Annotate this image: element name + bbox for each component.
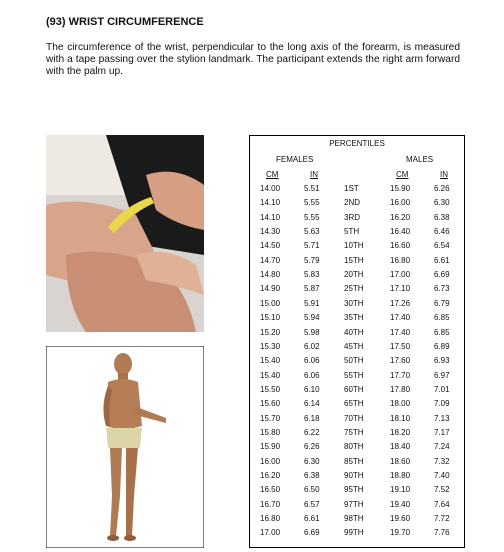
table-row xyxy=(250,241,464,255)
female-cm-cell: 14.00 xyxy=(260,184,281,193)
female-cm-cell: 15.00 xyxy=(260,298,281,308)
male-in-cell: 7.72 xyxy=(434,514,450,524)
male-in-cell: 6.30 xyxy=(434,198,450,208)
table-row xyxy=(250,270,464,284)
table-row xyxy=(250,227,464,241)
female-cm-cell: 14.80 xyxy=(260,270,281,280)
male-cm-cell: 17.70 xyxy=(390,370,411,380)
percentile-cell: 3RD xyxy=(344,212,361,222)
percentile-cell: 20TH xyxy=(344,270,364,280)
female-cm-cell: 17.00 xyxy=(260,528,281,538)
male-in-cell: 7.01 xyxy=(434,384,450,394)
female-cm-cell: 14.30 xyxy=(260,227,281,237)
female-cm-cell: 15.40 xyxy=(260,356,281,366)
female-cm-cell: 15.30 xyxy=(260,341,281,351)
female-cm-cell: 16.70 xyxy=(260,499,281,509)
male-cm-header: CM xyxy=(396,170,409,179)
female-in-cell: 6.69 xyxy=(304,528,320,538)
percentile-cell: 15TH xyxy=(344,255,364,265)
female-in-cell: 6.38 xyxy=(304,471,320,480)
female-in-cell: 5.79 xyxy=(304,255,320,265)
male-in-cell: 7.64 xyxy=(434,499,450,509)
table-row xyxy=(250,442,464,456)
male-in-cell: 7.76 xyxy=(434,528,450,538)
percentile-cell: 99TH xyxy=(344,528,364,538)
male-cm-cell: 19.10 xyxy=(390,485,411,495)
percentile-cell: 98TH xyxy=(344,514,364,524)
female-cm-cell: 15.20 xyxy=(260,327,281,337)
table-row xyxy=(250,213,464,227)
female-in-cell: 5.71 xyxy=(304,241,320,251)
female-in-cell: 5.63 xyxy=(304,227,320,237)
male-in-cell: 6.46 xyxy=(434,227,450,237)
female-cm-cell: 16.80 xyxy=(260,514,281,524)
male-cm-cell: 15.90 xyxy=(390,184,411,193)
wrist-measurement-photo xyxy=(46,135,204,332)
percentile-cell: 35TH xyxy=(344,313,364,323)
female-in-cell: 6.06 xyxy=(304,356,320,366)
female-in-cell: 6.30 xyxy=(304,456,320,466)
table-row xyxy=(250,256,464,270)
male-in-cell: 6.85 xyxy=(434,327,450,337)
percentile-cell: 5TH xyxy=(344,227,360,237)
table-row xyxy=(250,414,464,428)
table-row xyxy=(250,313,464,327)
male-in-cell: 6.89 xyxy=(434,341,450,351)
male-in-cell: 7.13 xyxy=(434,413,450,423)
percentile-cell: 40TH xyxy=(344,327,364,337)
percentile-cell: 80TH xyxy=(344,442,364,452)
male-cm-cell: 19.60 xyxy=(390,514,411,524)
female-cm-cell: 14.10 xyxy=(260,212,281,222)
table-row xyxy=(250,500,464,514)
table-row xyxy=(250,198,464,212)
female-cm-cell: 15.80 xyxy=(260,427,281,437)
measurement-description: The circumference of the wrist, perpendicular to the long axis of the forearm, is measured with a tape passing over the stylion landmark. The participant extends the right arm forward with the palm up. xyxy=(46,42,460,77)
female-in-cell: 5.98 xyxy=(304,327,320,337)
female-cm-cell: 14.90 xyxy=(260,284,281,294)
table-row xyxy=(250,356,464,370)
male-cm-cell: 17.26 xyxy=(390,298,411,308)
table-row xyxy=(250,385,464,399)
table-row xyxy=(250,328,464,342)
male-cm-cell: 16.60 xyxy=(390,241,411,251)
page-title: (93) WRIST CIRCUMFERENCE xyxy=(46,16,204,28)
percentile-cell: 97TH xyxy=(344,499,364,509)
female-in-cell: 5.94 xyxy=(304,313,320,323)
female-in-cell: 5.55 xyxy=(304,198,320,208)
percentile-cell: 90TH xyxy=(344,471,364,480)
female-in-cell: 6.22 xyxy=(304,427,320,437)
table-row xyxy=(250,184,464,198)
male-cm-cell: 17.80 xyxy=(390,384,411,394)
male-cm-cell: 16.00 xyxy=(390,198,411,208)
female-in-cell: 6.02 xyxy=(304,341,320,351)
table-row xyxy=(250,428,464,442)
female-cm-cell: 16.50 xyxy=(260,485,281,495)
percentile-cell: 85TH xyxy=(344,456,364,466)
table-row xyxy=(250,528,464,542)
body-posture-figure xyxy=(46,346,204,548)
male-in-cell: 7.32 xyxy=(434,456,450,466)
male-in-cell: 7.52 xyxy=(434,485,450,495)
percentile-cell: 1ST xyxy=(344,184,359,193)
female-in-cell: 6.61 xyxy=(304,514,320,524)
male-cm-cell: 17.40 xyxy=(390,327,411,337)
table-row xyxy=(250,284,464,298)
female-in-cell: 5.83 xyxy=(304,270,320,280)
male-cm-cell: 17.40 xyxy=(390,313,411,323)
male-in-cell: 6.73 xyxy=(434,284,450,294)
male-in-cell: 6.26 xyxy=(434,184,450,193)
percentile-cell: 10TH xyxy=(344,241,364,251)
table-row xyxy=(250,514,464,528)
male-cm-cell: 18.00 xyxy=(390,399,411,409)
female-cm-cell: 16.20 xyxy=(260,471,281,480)
male-in-cell: 6.79 xyxy=(434,298,450,308)
female-cm-header: CM xyxy=(266,170,279,179)
percentile-cell: 30TH xyxy=(344,298,364,308)
table-row xyxy=(250,342,464,356)
male-in-cell: 7.17 xyxy=(434,427,450,437)
males-header: MALES xyxy=(406,155,434,164)
female-cm-cell: 16.00 xyxy=(260,456,281,466)
percentile-cell: 2ND xyxy=(344,198,361,208)
male-in-header: IN xyxy=(440,170,448,179)
females-header: FEMALES xyxy=(276,155,314,164)
female-cm-cell: 14.70 xyxy=(260,255,281,265)
male-in-cell: 6.93 xyxy=(434,356,450,366)
male-cm-cell: 18.40 xyxy=(390,442,411,452)
table-row xyxy=(250,371,464,385)
male-in-cell: 6.54 xyxy=(434,241,450,251)
male-cm-cell: 17.00 xyxy=(390,270,411,280)
female-in-cell: 5.87 xyxy=(304,284,320,294)
male-cm-cell: 19.40 xyxy=(390,499,411,509)
male-in-cell: 6.85 xyxy=(434,313,450,323)
female-in-cell: 6.18 xyxy=(304,413,320,423)
female-cm-cell: 15.10 xyxy=(260,313,281,323)
male-cm-cell: 18.10 xyxy=(390,413,411,423)
female-in-header: IN xyxy=(310,170,318,179)
male-cm-cell: 18.80 xyxy=(390,471,411,480)
table-caption: PERCENTILES xyxy=(329,139,385,148)
male-in-cell: 7.40 xyxy=(434,471,450,480)
female-in-cell: 6.26 xyxy=(304,442,320,452)
female-in-cell: 5.91 xyxy=(304,298,320,308)
female-cm-cell: 14.50 xyxy=(260,241,281,251)
female-in-cell: 6.57 xyxy=(304,499,320,509)
male-in-cell: 6.69 xyxy=(434,270,450,280)
percentile-cell: 25TH xyxy=(344,284,364,294)
male-in-cell: 6.97 xyxy=(434,370,450,380)
male-cm-cell: 16.80 xyxy=(390,255,411,265)
percentile-cell: 50TH xyxy=(344,356,364,366)
male-in-cell: 6.61 xyxy=(434,255,450,265)
percentile-cell: 95TH xyxy=(344,485,364,495)
female-cm-cell: 15.70 xyxy=(260,413,281,423)
male-cm-cell: 19.70 xyxy=(390,528,411,538)
table-row xyxy=(250,399,464,413)
male-cm-cell: 16.20 xyxy=(390,212,411,222)
male-cm-cell: 17.60 xyxy=(390,356,411,366)
female-in-cell: 6.06 xyxy=(304,370,320,380)
table-row xyxy=(250,299,464,313)
percentile-cell: 55TH xyxy=(344,370,364,380)
male-in-cell: 7.09 xyxy=(434,399,450,409)
female-cm-cell: 15.40 xyxy=(260,370,281,380)
male-cm-cell: 17.50 xyxy=(390,341,411,351)
female-in-cell: 6.50 xyxy=(304,485,320,495)
female-in-cell: 6.14 xyxy=(304,399,320,409)
percentile-cell: 70TH xyxy=(344,413,364,423)
male-cm-cell: 17.10 xyxy=(390,284,411,294)
table-row xyxy=(250,471,464,485)
percentile-cell: 45TH xyxy=(344,341,364,351)
percentile-cell: 65TH xyxy=(344,399,364,409)
male-in-cell: 7.24 xyxy=(434,442,450,452)
female-cm-cell: 15.50 xyxy=(260,384,281,394)
female-in-cell: 6.10 xyxy=(304,384,320,394)
table-row xyxy=(250,457,464,471)
table-row xyxy=(250,485,464,499)
male-in-cell: 6.38 xyxy=(434,212,450,222)
male-cm-cell: 16.40 xyxy=(390,227,411,237)
female-cm-cell: 15.60 xyxy=(260,399,281,409)
female-cm-cell: 15.90 xyxy=(260,442,281,452)
female-in-cell: 5.51 xyxy=(304,184,320,193)
male-cm-cell: 18.60 xyxy=(390,456,411,466)
percentile-cell: 60TH xyxy=(344,384,364,394)
percentile-table xyxy=(249,135,465,548)
female-in-cell: 5.55 xyxy=(304,212,320,222)
male-cm-cell: 18.20 xyxy=(390,427,411,437)
percentile-cell: 75TH xyxy=(344,427,364,437)
female-cm-cell: 14.10 xyxy=(260,198,281,208)
